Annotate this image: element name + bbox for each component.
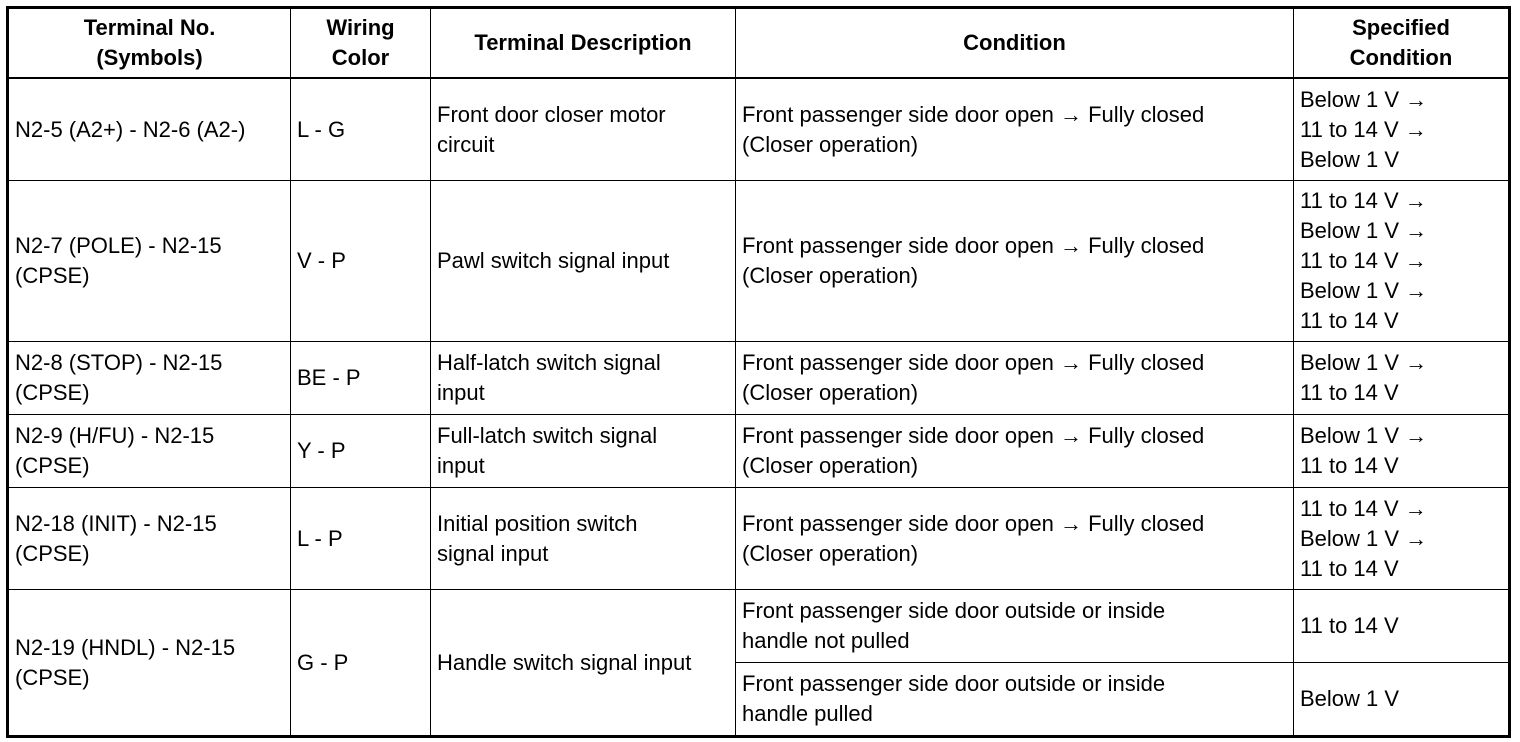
cell-specified-condition: 11 to 14 V xyxy=(1294,590,1510,663)
cell-description: Full-latch switch signal input xyxy=(431,415,736,488)
cell-condition: Front passenger side door open → Fully closed (Closer operation) xyxy=(736,488,1294,590)
cell-specified-condition: Below 1 V → 11 to 14 V xyxy=(1294,415,1510,488)
cell-terminal: N2-7 (POLE) - N2-15 (CPSE) xyxy=(8,181,291,342)
cell-specified-condition: Below 1 V → 11 to 14 V xyxy=(1294,342,1510,415)
cell-wiring-color: V - P xyxy=(291,181,431,342)
cell-wiring-color: BE - P xyxy=(291,342,431,415)
terminal-spec-table-container xyxy=(6,6,1511,738)
cell-wiring-color: G - P xyxy=(291,590,431,737)
cell-terminal: N2-18 (INIT) - N2-15 (CPSE) xyxy=(8,488,291,590)
header-terminal-description: Terminal Description xyxy=(431,8,736,79)
cell-condition: Front passenger side door outside or inside handle pulled xyxy=(736,663,1294,737)
cell-condition: Front passenger side door outside or inside handle not pulled xyxy=(736,590,1294,663)
cell-condition: Front passenger side door open → Fully closed (Closer operation) xyxy=(736,181,1294,342)
header-row xyxy=(8,8,1510,79)
cell-description: Half-latch switch signal input xyxy=(431,342,736,415)
table-row xyxy=(8,488,1510,590)
cell-condition: Front passenger side door open → Fully closed (Closer operation) xyxy=(736,78,1294,181)
cell-description: Front door closer motor circuit xyxy=(431,78,736,181)
cell-terminal: N2-5 (A2+) - N2-6 (A2-) xyxy=(8,78,291,181)
terminal-spec-table xyxy=(6,6,1511,738)
cell-condition: Front passenger side door open → Fully closed (Closer operation) xyxy=(736,415,1294,488)
cell-description: Initial position switch signal input xyxy=(431,488,736,590)
cell-wiring-color: L - G xyxy=(291,78,431,181)
cell-terminal: N2-9 (H/FU) - N2-15 (CPSE) xyxy=(8,415,291,488)
cell-wiring-color: L - P xyxy=(291,488,431,590)
table-row xyxy=(8,181,1510,342)
cell-specified-condition: 11 to 14 V → Below 1 V → 11 to 14 V → Below 1 V → 11 to 14 V xyxy=(1294,181,1510,342)
header-condition: Condition xyxy=(736,8,1294,79)
cell-specified-condition: Below 1 V xyxy=(1294,663,1510,737)
cell-description: Pawl switch signal input xyxy=(431,181,736,342)
cell-terminal: N2-8 (STOP) - N2-15 (CPSE) xyxy=(8,342,291,415)
cell-wiring-color: Y - P xyxy=(291,415,431,488)
table-row xyxy=(8,415,1510,488)
cell-specified-condition: 11 to 14 V → Below 1 V → 11 to 14 V xyxy=(1294,488,1510,590)
table-row xyxy=(8,78,1510,181)
table-row xyxy=(8,590,1510,663)
header-terminal-no: Terminal No. (Symbols) xyxy=(8,8,291,79)
cell-specified-condition: Below 1 V → 11 to 14 V → Below 1 V xyxy=(1294,78,1510,181)
cell-description: Handle switch signal input xyxy=(431,590,736,737)
table-row xyxy=(8,342,1510,415)
cell-terminal: N2-19 (HNDL) - N2-15 (CPSE) xyxy=(8,590,291,737)
cell-condition: Front passenger side door open → Fully closed (Closer operation) xyxy=(736,342,1294,415)
header-specified-condition: Specified Condition xyxy=(1294,8,1510,79)
header-wiring-color: Wiring Color xyxy=(291,8,431,79)
